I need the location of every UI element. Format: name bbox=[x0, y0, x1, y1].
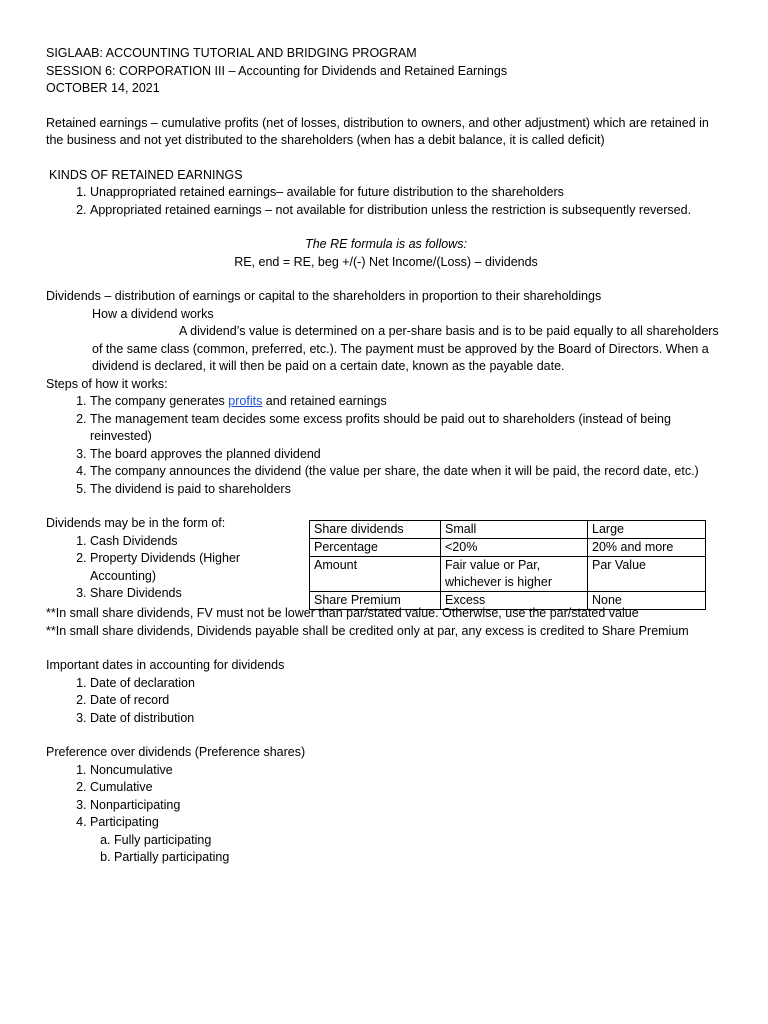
list-item: a. Fully participating bbox=[114, 832, 726, 850]
how-heading: How a dividend works bbox=[92, 306, 214, 321]
kinds-list bbox=[46, 184, 726, 219]
forms-heading: Dividends may be in the form of: bbox=[46, 516, 226, 530]
participating-label: Participating bbox=[90, 815, 159, 829]
list-item: 4. The company announces the dividend (the value per share, the date when it will be paid, the record date, etc.) bbox=[90, 463, 726, 481]
dividend-forms-section bbox=[46, 515, 726, 605]
share-dividends-table bbox=[309, 520, 706, 610]
table-cell: Small bbox=[441, 521, 588, 539]
list-item bbox=[90, 814, 726, 867]
table-cell: None bbox=[588, 592, 706, 610]
list-item: 2. Cumulative bbox=[90, 779, 726, 797]
list-item: 2. The management team decides some excess profits should be paid out to shareholders (instead of being reinvested) bbox=[90, 411, 726, 446]
profits-link[interactable]: profits bbox=[228, 394, 263, 408]
header-date: OCTOBER 14, 2021 bbox=[46, 81, 160, 95]
dates-heading: Important dates in accounting for dividends bbox=[46, 658, 285, 672]
how-text bbox=[46, 323, 726, 376]
list-item: 3. Nonparticipating bbox=[90, 797, 726, 815]
list-item: 1. Unappropriated retained earnings– available for future distribution to the shareholders bbox=[90, 184, 726, 202]
table-cell: Large bbox=[588, 521, 706, 539]
table-row bbox=[310, 592, 706, 610]
preference-heading: Preference over dividends (Preference shares) bbox=[46, 745, 306, 759]
list-item: 1. Date of declaration bbox=[90, 675, 726, 693]
list-item: 1. Noncumulative bbox=[90, 762, 726, 780]
list-item: 2. Date of record bbox=[90, 692, 726, 710]
table-row bbox=[310, 521, 706, 539]
list-item: 1. Cash Dividends bbox=[90, 533, 280, 551]
dates-list bbox=[46, 675, 726, 728]
how-text-content: A dividend’s value is determined on a per-share basis and is to be paid equally to all shareholders of the same class (common, preferred, etc.). The payment must be approved by the Board of Directors. When a dividend is declared, it will then be paid on a certain date, known as the payable date. bbox=[92, 324, 719, 373]
list-item bbox=[90, 393, 726, 411]
list-item: 3. The board approves the planned dividend bbox=[90, 446, 726, 464]
step1-text: The company generates bbox=[90, 394, 229, 408]
retained-earnings-definition: Retained earnings – cumulative profits (net of losses, distribution to owners, and other adjustment) which are retained in the business and not yet distributed to the shareholders (when has a debit balance, it is called deficit) bbox=[46, 115, 709, 147]
step1-text-after: and retained earnings bbox=[262, 394, 387, 408]
list-item: 2. Property Dividends (Higher Accounting) bbox=[90, 550, 280, 585]
list-item: 3. Share Dividends bbox=[90, 585, 280, 603]
formula-equation: RE, end = RE, beg +/(-) Net Income/(Loss) – dividends bbox=[234, 254, 538, 269]
kinds-heading: KINDS OF RETAINED EARNINGS bbox=[49, 167, 243, 182]
table-cell: Share dividends bbox=[310, 521, 441, 539]
header-session: SESSION 6: CORPORATION III – Accounting for Dividends and Retained Earnings bbox=[46, 63, 508, 78]
formula-intro: The RE formula is as follows: bbox=[305, 237, 467, 251]
table-row bbox=[310, 539, 706, 557]
steps-heading: Steps of how it works: bbox=[46, 376, 168, 391]
note-payable: **In small share dividends, Dividends payable shall be credited only at par, any excess is credited to Share Premium bbox=[46, 623, 689, 638]
table-cell: 20% and more bbox=[588, 539, 706, 557]
note-fv: **In small share dividends, FV must not be lower than par/stated value. Otherwise, use the par/stated value bbox=[46, 606, 639, 620]
list-item: 3. Date of distribution bbox=[90, 710, 726, 728]
list-item: 5. The dividend is paid to shareholders bbox=[90, 481, 726, 499]
table-cell: Fair value or Par, whichever is higher bbox=[441, 557, 588, 592]
document-page bbox=[46, 45, 726, 867]
list-item: b. Partially participating bbox=[114, 849, 726, 867]
table-cell: Amount bbox=[310, 557, 441, 592]
dividends-definition: Dividends – distribution of earnings or capital to the shareholders in proportion to their shareholdings bbox=[46, 289, 602, 303]
steps-list bbox=[46, 393, 726, 498]
table-cell: <20% bbox=[441, 539, 588, 557]
preference-list bbox=[46, 762, 726, 867]
table-row bbox=[310, 557, 706, 592]
participating-sublist bbox=[90, 832, 726, 867]
table-cell: Percentage bbox=[310, 539, 441, 557]
header-title: SIGLAAB: ACCOUNTING TUTORIAL AND BRIDGING PROGRAM bbox=[46, 46, 417, 60]
table-cell: Share Premium bbox=[310, 592, 441, 610]
forms-list bbox=[46, 533, 280, 603]
table-cell: Par Value bbox=[588, 557, 706, 592]
table-cell: Excess bbox=[441, 592, 588, 610]
list-item: 2. Appropriated retained earnings – not available for distribution unless the restriction is subsequently reversed. bbox=[90, 202, 726, 220]
